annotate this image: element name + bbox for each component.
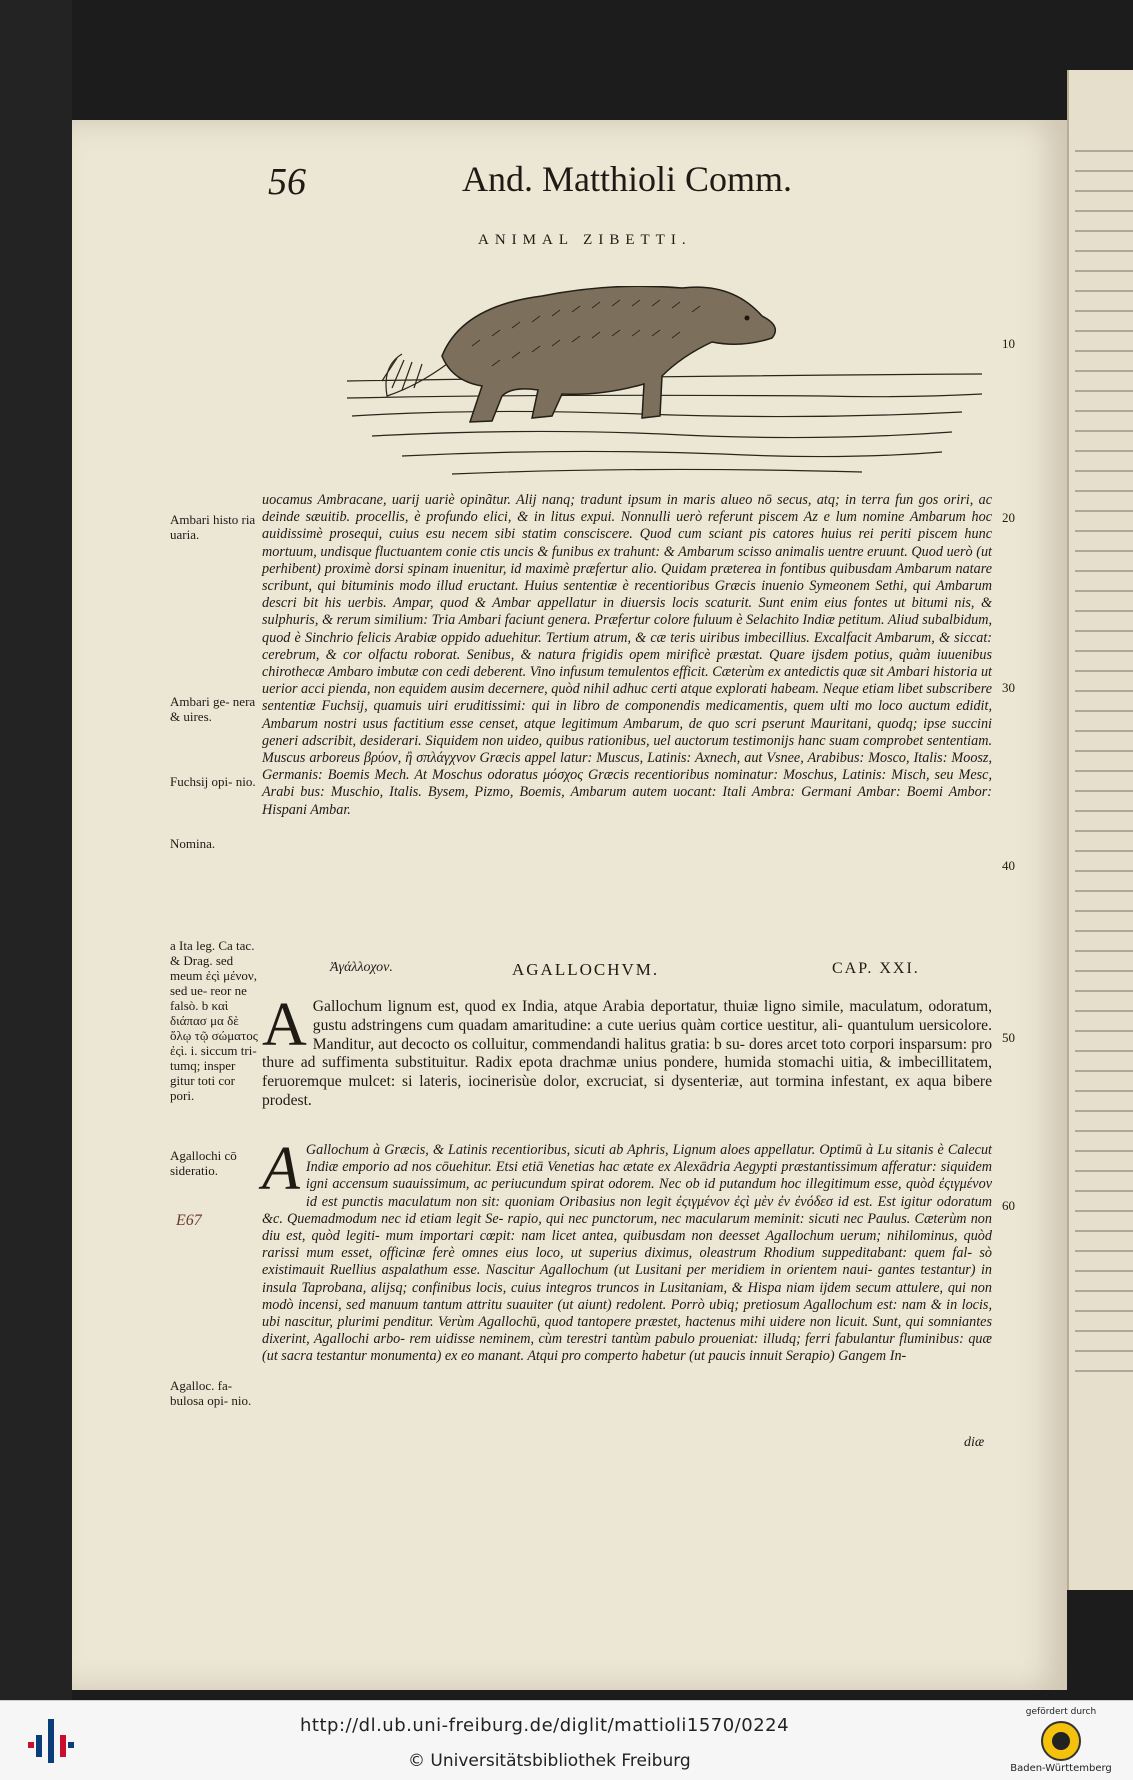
drop-cap: A bbox=[262, 1135, 300, 1203]
facing-page-edge bbox=[1067, 70, 1133, 1590]
document-url-link[interactable]: http://dl.ub.uni-freiburg.de/diglit/mattioli1570/0224 bbox=[300, 1715, 790, 1736]
chapter-title: AGALLOCHVM. bbox=[512, 960, 660, 979]
commentary-text: Gallochum à Græcis, & Latinis recentioribus, sicuti ab Aphris, Lignum aloes appellatur. Optimū à Lu sitanis è Calecut Indiæ emporio ad nos cōuehitur. Etsi etiā Venetias hac ætate ex Alexādria Aegypti præstantissimum afferatur: siquidem igni accensum suauissimum, ac periucundum spirat odorem. Nec ob id putandum hoc illegitimum esse, quòd ἐςιγμένον id est punctis maculatum non sit: quoniam Oribasius non legit ἐςιγμένον ἐςὶ μὲν ἐν ἐνόδεσ id est. Est igitur odoratum &c. Quemadmodum nec id etiam legit Se- rapio, qui nec punctorum, nec macularum meminit: sicuti nec Paulus. Cæterùm non diu est, quòd legiti- mum importari cœpit: nam licet antea, quibusdam non deesset Agallochum uerum; nihilominus, quòd rarissi mum esset, officinæ ferè omnes eius loco, ut superius diximus, oleastrum Rhodium suppeditabant: quem fal- sò existimauit Ruellius aspalathum esse. Nascitur Agallochum (ut Lusitani per meridiem in orientem naui- gantes testantur) in insula Taprobana, alijsq; confinibus locis, cuius integros truncos in Lusitaniam, & Hispa niam ijdem secum attulere, qui non modò incensi, sed manuum tantum attritu suauiter (ut aiunt) redolent. Porrò ubiq; pretiosum Agallochum est: nam & in locis, ubi nascitur, plurimi penditur. Verùm Agallochū, quod tantopere præstet, hactenus mihi uidere non licuit. Sunt, qui somniantes dixerint, Agallochi arbo- rem uidisse neminem, cùm terestri tantùm pabulo proueniat: illudq; ferri fabulantur fluminibus: quæ (ut sacra testantur monumenta) ex eo manant. Atqui pro comperto habetur (ut paucis innuit Serapio) Gangem In- bbox=[262, 1142, 992, 1365]
funder-name: Baden-Württemberg bbox=[1010, 1763, 1112, 1774]
copyright-text: © Universitätsbibliothek Freiburg bbox=[408, 1751, 691, 1771]
drop-cap: A bbox=[262, 991, 307, 1059]
margin-note-variants: a Ita leg. Ca tac. & Drag. sed meum ἐςὶ μένον, sed ue- reor ne falsò. b καὶ διάπασ μα δὲ ὅλῳ τῷ σώματος ἐςὶ. i. siccum tri- tumq; insper gitur toti cor pori. bbox=[170, 938, 258, 1103]
margin-note: Nomina. bbox=[170, 836, 216, 851]
line-number: 30 bbox=[1002, 680, 1015, 695]
dioscorides-text: Gallochum lignum est, quod ex India, atque Arabia deportatur, thuiæ ligno simile, maculatum, odoratum, gustu adstringens cum quadam amaritudine: a cute uerius quàm cortice uestitur, ali- quantulum uersicolore. Manditur, aut decocto os colluitur, commendandi halitus gratia: b su- dores arcet toto corpori insparsum: pro thure ad suffimenta substituitur. Radix epota drachmæ unius pondere, humida stomachi uitia, & imbecillitatem, feruoremque mulcet: si lateris, iocinerisùe dolor, excruciat, si dysenteriæ, aut tormina infestant, ex aqua bibere prodest. bbox=[262, 998, 992, 1109]
chapter-heading bbox=[262, 960, 992, 984]
coat-of-arms-icon bbox=[1041, 1721, 1081, 1761]
line-number: 50 bbox=[1002, 1030, 1015, 1045]
dioscorides-paragraph bbox=[262, 991, 992, 1111]
viewer-footer bbox=[0, 1700, 1133, 1780]
margin-note: Ambari histo ria uaria. bbox=[170, 512, 256, 542]
line-number: 60 bbox=[1002, 1198, 1015, 1213]
commentary-paragraph bbox=[262, 1135, 992, 1366]
line-number: 20 bbox=[1002, 510, 1015, 525]
margin-note: Fuchsij opi- nio. bbox=[170, 774, 256, 789]
line-number: 40 bbox=[1002, 858, 1015, 873]
zibet-woodcut-icon bbox=[342, 286, 992, 486]
funder-badge bbox=[996, 1705, 1126, 1779]
figure-title: ANIMAL ZIBETTI. bbox=[478, 232, 692, 248]
book-cover-edge bbox=[0, 0, 72, 1700]
running-head: And. Matthioli Comm. bbox=[462, 159, 793, 199]
ambar-paragraph: uocamus Ambracane, uarij uariè opinãtur. Alij nanq; tradunt ipsum in maris alueo nō secus, atq; in terra fun gos oriri, ac deinde sæuitib. procellis, è profundo elici, & in litus expui. Nonnulli uerò referunt piscem Az e lum nomine Ambarum hoc auidissimè prosequi, cuius esu necem sibi statim consciscere. Quod cum sciant pis catores huius rei periti piscem hunc mortuum, undisque fluctuantem conie ctis uncis & funibus ex trahunt: & Ambarum scisso animalis uentre eruunt. Quod uerò (ut perhibent) proximè dorsi spinam inuenitur, id maximè præfertur alio. Quidam præterea in fontibus quibusdam Ambarum natare scribunt, qui bituminis modo illud eructant. Huius sententiæ è recentioribus Græcis inuenio Symeonem Sethi, qui Ambarum descri bit his uerbis. Ampar, quod & Ambar appellatur in diuersis locis scaturit. Sunt enim eius fontes ut bitumi nis, & sulphuris, & rerum similium: Tria Ambari faciunt genera. Præfertur colore fuluum è Selachito Indiæ petitum. Aliud subalbidum, quod è Sinchrio felicis Arabiæ oppido aduehitur. Tertium atrum, & cæ teris uiribus imbecillius. Excalfacit Ambarum, & siccat: cerebrum, & cor olfactu roborat. Senibus, & natura frigidis opem mirificè præstat. Quare ijsdem potius, quàm iuuenibus chirothecæ Ambaro imbutæ con cedi deberent. Vino infusum temulentos efficit. Cæterùm ex antedictis quæ sit Ambari historia ut uerior acci pienda, non equidem ausim decernere, quòd nihil adhuc certi atque explorati habeam. Neque etiam libet subscribere sententiæ Fuchsij, quamuis uiri eruditissimi: qui in libro de componendis medicamentis, quem ulti mo loco auctum edidit, Ambarum nostri usus factitium esse censet, atque legitimum Ambarum, de quo scri pserunt Mauritani, quodq; ipse succini generi adscribit, desiderari. Siquidem non uideo, quibus rationibus, uel auctorum testimonijs hanc suam comprobet sententiam. Muscus arboreus βρύον, ἢ σπλάγχνον Græcis appel latur: Muscus, Latinis: Axnech, aut Vsnee, Arabibus: Mosco, Italis: Moosz, Germanis: Boemis Mech. At Moschus odoratus μόσχος Græcis recentioribus nominatur: Moschus, Latinis: Misch, seu Mesc, Arabi bus: Muschio, Italis. Bysem, Pizmo, Boemis, Ambarum autem uocant: Itali Ambra: Germani Ambar: Boemi Ambor: Hispani Ambar. bbox=[262, 492, 992, 818]
chapter-number: CAP. XXI. bbox=[832, 960, 920, 977]
catchword: diæ bbox=[964, 1435, 985, 1450]
margin-note: Agallochi cō sideratio. bbox=[170, 1148, 237, 1178]
margin-note: Agalloc. fa- bulosa opi- nio. bbox=[170, 1378, 252, 1408]
funded-by-label: gefördert durch bbox=[1025, 1707, 1097, 1717]
library-logo-icon bbox=[28, 1715, 74, 1767]
line-number: 10 bbox=[1002, 336, 1015, 351]
chapter-greek-title: Ἀγάλλοχον. bbox=[330, 960, 393, 975]
pencil-mark: E67 bbox=[176, 1212, 202, 1229]
margin-note: Ambari ge- nera & uires. bbox=[170, 694, 256, 724]
page-number: 56 bbox=[268, 161, 306, 203]
